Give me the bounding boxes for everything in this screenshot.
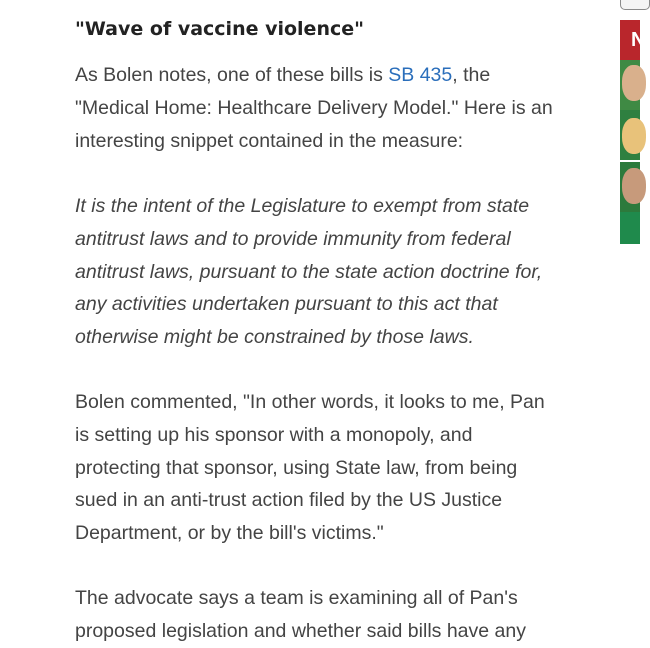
quote-line: antitrust laws and to provide immunity from federal (75, 227, 511, 250)
paragraph-line: is setting up his sponsor with a monopoly, and (75, 423, 473, 446)
quote-line: antitrust laws, pursuant to the state action doctrine for, (75, 260, 543, 283)
person-photo (622, 118, 646, 154)
paragraph-advocate (75, 582, 585, 648)
sidebar-banner[interactable]: N (620, 20, 640, 60)
text-before-link: As Bolen notes, one of these bills is (75, 64, 389, 86)
sidebar-thumbnail[interactable] (620, 60, 640, 110)
sidebar-button[interactable] (620, 0, 650, 10)
paragraph-line: interesting snippet contained in the measure: (75, 129, 464, 152)
paragraph-line (75, 59, 585, 92)
paragraph-line: sued in an anti-trust action filed by the US Justice (75, 489, 503, 512)
paragraph-line: proposed legislation and whether said bills have any (75, 619, 526, 642)
paragraph-bolen-comment (75, 386, 585, 550)
legislation-quote (75, 190, 585, 354)
paragraph-line: Bolen commented, "In other words, it looks to me, Pan (75, 391, 545, 413)
paragraph-line: protecting that sponsor, using State law, from being (75, 456, 518, 479)
person-photo (622, 168, 646, 204)
paragraph-line: The advocate says a team is examining all of Pan's (75, 587, 518, 609)
section-heading: "Wave of vaccine violence" (75, 18, 365, 40)
quote-line: any activities undertaken pursuant to this act that (75, 293, 498, 316)
sidebar-thumbnail[interactable] (620, 212, 640, 244)
text-after-link: , the (452, 64, 491, 86)
person-photo (622, 65, 646, 101)
paragraph-line: "Medical Home: Healthcare Delivery Model." Here is an (75, 96, 553, 119)
paragraph-line: Department, or by the bill's victims." (75, 522, 384, 545)
sidebar-thumbnail[interactable] (620, 110, 640, 160)
paragraph-intro (75, 59, 585, 157)
quote-line: otherwise might be constrained by those laws. (75, 326, 474, 349)
sidebar-thumbnail[interactable] (620, 162, 640, 212)
sb-435-link[interactable]: SB 435 (388, 64, 453, 86)
quote-line: It is the intent of the Legislature to exempt from state (75, 195, 530, 217)
right-sidebar (620, 0, 646, 640)
